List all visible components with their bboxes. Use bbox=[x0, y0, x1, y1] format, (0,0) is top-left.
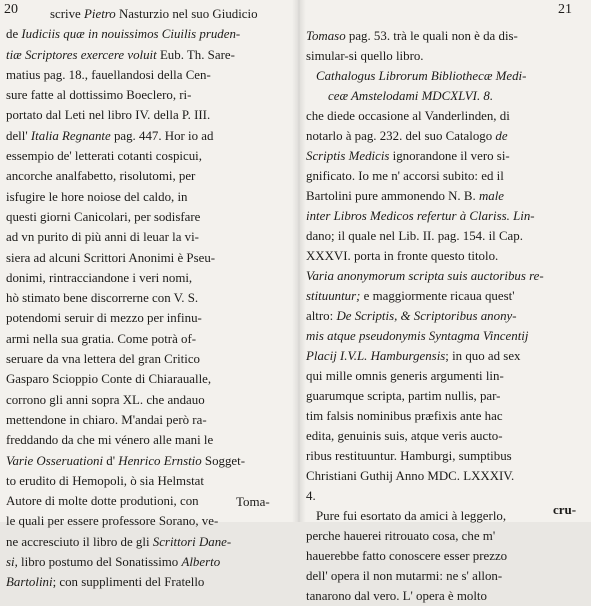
text-line bbox=[6, 4, 294, 24]
text: hauerebbe fatto conoscere esser prezzo bbox=[306, 549, 508, 563]
italic-text: Tomaso bbox=[306, 29, 349, 43]
text: e maggiormente ricaua quest' bbox=[363, 289, 515, 303]
text-line bbox=[6, 65, 294, 85]
text: ignorandone il vero si- bbox=[392, 149, 510, 163]
text-line bbox=[6, 552, 294, 572]
text-line bbox=[306, 146, 582, 166]
text-line bbox=[306, 26, 582, 46]
text: Bartolini pure ammonendo N. B. bbox=[306, 189, 479, 203]
text-line bbox=[6, 248, 294, 268]
text: altro: bbox=[306, 309, 337, 323]
text: portato dal Leti nel libro IV. della P. III. bbox=[6, 108, 211, 123]
italic-text: Bartolini bbox=[6, 575, 53, 590]
page-number: 20 bbox=[4, 2, 18, 17]
text-line bbox=[306, 486, 582, 506]
text: che diede occasione al Vanderlinden, di bbox=[306, 109, 510, 123]
italic-text: Henrico Ernstio bbox=[118, 453, 205, 468]
text: gnificato. Io me n' accorsi subito: ed il bbox=[306, 169, 504, 183]
text-line bbox=[6, 85, 294, 105]
italic-text: Placij I.V.L. Hamburgensis bbox=[306, 349, 446, 363]
text: pag. 53. trà le quali non è da dis- bbox=[348, 29, 518, 43]
text: le quali per essere professore Sorano, ve- bbox=[6, 514, 219, 529]
text: questi giorni Canicolari, per sodisfare bbox=[6, 209, 201, 224]
italic-text: de bbox=[495, 129, 508, 143]
italic-text: Pietro bbox=[84, 7, 119, 21]
text-line bbox=[6, 572, 294, 592]
italic-text: inter Libros Medicos refertur à Clariss. Lin- bbox=[306, 209, 535, 223]
text-line bbox=[306, 346, 582, 366]
text: tim falsis nominibus præfixis ante hac bbox=[306, 409, 503, 423]
right-page bbox=[300, 0, 591, 603]
text: Christiani Guthij Anno MDC. LXXXIV. bbox=[306, 469, 515, 483]
text-line bbox=[306, 466, 582, 486]
text-line bbox=[306, 126, 582, 146]
italic-text: mis atque pseudonymis Syntagma Vincentij bbox=[306, 329, 529, 343]
text: ; con supplimenti del Fratello bbox=[52, 575, 205, 590]
text: qui mille omnis generis argumenti lin- bbox=[306, 369, 504, 383]
text: guarumque scripta, partim nullis, par- bbox=[306, 389, 501, 403]
text: notarlo à pag. 232. del suo Catalogo bbox=[306, 129, 496, 143]
text: de bbox=[6, 27, 22, 42]
italic-text: si, bbox=[6, 555, 22, 570]
text: simular-si quello libro. bbox=[306, 49, 424, 63]
text: sure fatte al dottissimo Boeclero, ri- bbox=[6, 88, 192, 103]
text-line bbox=[306, 586, 582, 606]
text: 4. bbox=[306, 489, 316, 503]
text: tanarono dal vero. L' opera è molto bbox=[306, 589, 487, 603]
italic-text: stituuntur; bbox=[306, 289, 364, 303]
text-line bbox=[306, 406, 582, 426]
text: potendomi seruir di mezzo per infinu- bbox=[6, 311, 202, 326]
text-line bbox=[306, 286, 582, 306]
text-line bbox=[306, 106, 582, 126]
text-line bbox=[6, 126, 294, 146]
catchword: cru- bbox=[553, 502, 577, 517]
text-line bbox=[306, 66, 582, 86]
text-line bbox=[6, 45, 294, 65]
italic-text: De Scriptis, & Scriptoribus anony- bbox=[336, 309, 517, 323]
italic-text: ceæ Amstelodami MDCXLVI. 8. bbox=[328, 89, 494, 103]
page-number: 21 bbox=[558, 2, 572, 17]
text-line bbox=[306, 46, 582, 66]
italic-text: Scrittori Dane- bbox=[152, 534, 232, 549]
text-line bbox=[6, 329, 294, 349]
text: scrive bbox=[50, 7, 85, 21]
text: pag. 447. Hor io ad bbox=[113, 128, 214, 143]
italic-text: Scriptis Medicis bbox=[306, 149, 393, 163]
text: ribus restituuntur. Hamburgi, sumptibus bbox=[306, 449, 512, 463]
text: ad vn purito di più anni di leuar la vi- bbox=[6, 230, 199, 245]
text-line bbox=[6, 24, 294, 44]
text-line bbox=[306, 206, 582, 226]
italic-text: tiæ Scriptores exercere voluit bbox=[6, 47, 160, 62]
text-line bbox=[6, 146, 294, 166]
text-line bbox=[306, 566, 582, 586]
text: donimi, rintracciandone i veri nomi, bbox=[6, 270, 193, 285]
text-line bbox=[6, 451, 294, 471]
text: Autore di molte dotte produtioni, con bbox=[6, 494, 199, 509]
italic-text: Alberto bbox=[181, 555, 221, 570]
left-page bbox=[0, 0, 296, 590]
text-line bbox=[6, 268, 294, 288]
text: dell' opera il non mutarmi: ne s' allon- bbox=[306, 569, 503, 583]
text-line bbox=[306, 226, 582, 246]
text: to erudito di Hemopoli, ò sia Helmstat bbox=[6, 473, 204, 488]
text-line bbox=[6, 430, 294, 450]
italic-text: male bbox=[478, 189, 504, 203]
text: mettendone in chiaro. M'andai però ra- bbox=[6, 412, 207, 427]
text: seruare da vna lettera del gran Critico bbox=[6, 352, 200, 367]
text-line bbox=[306, 326, 582, 346]
text-line bbox=[6, 410, 294, 430]
text: Gasparo Scioppio Conte di Chiaraualle, bbox=[6, 372, 212, 387]
text: Nasturzio nel suo Giudicio bbox=[118, 7, 258, 21]
italic-text: Varie Osseruationi bbox=[6, 453, 107, 468]
text-line bbox=[306, 506, 582, 526]
italic-text: Cathalogus Librorum Bibliothecæ Medi- bbox=[316, 69, 527, 83]
text: essempio de' letterati cotanti cospicui, bbox=[6, 149, 202, 164]
text-line bbox=[6, 308, 294, 328]
text-line bbox=[306, 246, 582, 266]
text: dell' bbox=[6, 128, 31, 143]
text-line bbox=[6, 349, 294, 369]
text: siera ad alcuni Scrittori Anonimi è Pseu- bbox=[6, 250, 216, 265]
text-line bbox=[306, 386, 582, 406]
text: d' bbox=[106, 453, 119, 468]
text: dano; il quale nel Lib. II. pag. 154. il Cap. bbox=[306, 229, 523, 243]
text-line bbox=[306, 366, 582, 386]
text-line bbox=[306, 446, 582, 466]
text: libro postumo del Sonatissimo bbox=[21, 555, 182, 570]
text-line bbox=[6, 207, 294, 227]
text: freddando da che mi vénero alle mani le bbox=[6, 433, 214, 448]
text: ancorche analfabetto, risolutomi, per bbox=[6, 169, 196, 184]
italic-text: Varia anonymorum scripta suis auctoribus re- bbox=[306, 269, 544, 283]
text-line bbox=[6, 288, 294, 308]
text: ne accresciuto il libro de gli bbox=[6, 534, 153, 549]
text: edita, genuinis suis, atque veris aucto- bbox=[306, 429, 503, 443]
text-line bbox=[306, 186, 582, 206]
text-line bbox=[6, 369, 294, 389]
text: isfugire le hore noiose del caldo, in bbox=[6, 189, 188, 204]
text-line bbox=[6, 532, 294, 552]
italic-text: Italia Regnante bbox=[30, 128, 114, 143]
text-line bbox=[6, 105, 294, 125]
text-line bbox=[306, 526, 582, 546]
text-line bbox=[6, 390, 294, 410]
text-line bbox=[306, 166, 582, 186]
text: matius pag. 18., fauellandosi della Cen- bbox=[6, 67, 211, 82]
text: ; in quo ad sex bbox=[445, 349, 521, 363]
text-line bbox=[306, 86, 582, 106]
text-line bbox=[306, 426, 582, 446]
text-line bbox=[306, 306, 582, 326]
text: Sogget- bbox=[204, 453, 246, 468]
text: perche hauerei ritrouato cosa, che m' bbox=[306, 529, 496, 543]
text: armi nella sua gratia. Come potrà of- bbox=[6, 331, 197, 346]
text-line bbox=[306, 546, 582, 566]
text: Pure fui esortato da amici à leggerlo, bbox=[316, 509, 507, 523]
text-line bbox=[306, 266, 582, 286]
text-line bbox=[6, 166, 294, 186]
italic-text: Iudiciis quæ in nouissimos Ciuilis pruden- bbox=[21, 27, 241, 42]
text: XXXVI. porta in fronte questo titolo. bbox=[306, 249, 499, 263]
text: hò stimato bene discorrerne con V. S. bbox=[6, 291, 199, 306]
text: corrono gli anni sopra XL. che andauo bbox=[6, 392, 205, 407]
right-page-text bbox=[306, 26, 582, 606]
text-line bbox=[6, 471, 294, 491]
catchword: Toma- bbox=[236, 494, 270, 509]
text: Eub. Th. Sare- bbox=[159, 47, 235, 62]
text-line bbox=[6, 227, 294, 247]
text-line bbox=[6, 187, 294, 207]
